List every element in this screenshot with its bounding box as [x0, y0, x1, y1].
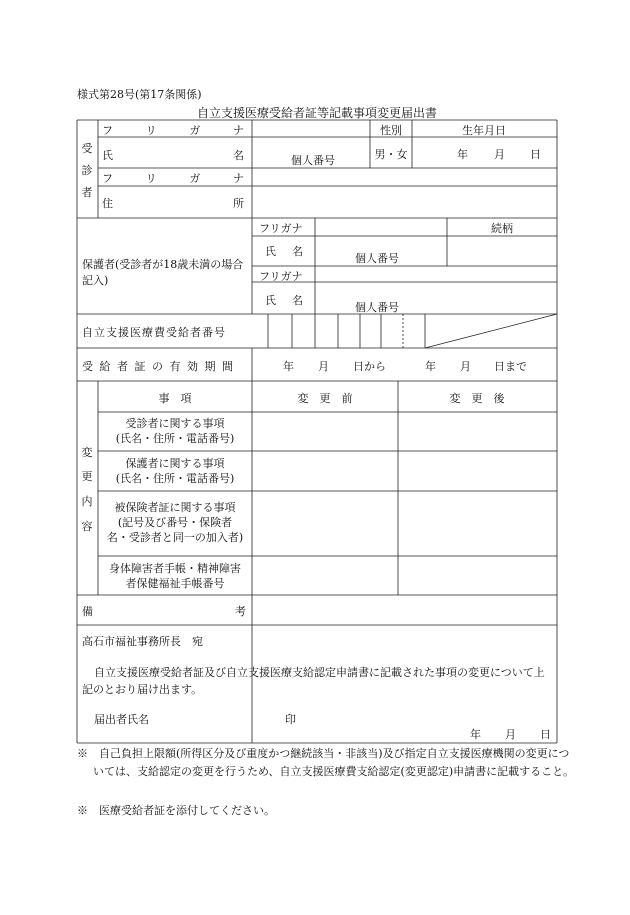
birth-month: 月: [494, 148, 505, 161]
change-item-guardian: 保護者に関する事項 (氏名・住所・電話番号): [115, 457, 235, 485]
guardian-name-label-1: 氏 名: [265, 245, 303, 258]
birth-header: 生年月日: [462, 124, 506, 137]
note-1: ※ 自己負担上限額(所得区分及び重度かつ継続該当・非該当)及び指定自立支援医療機関の変更については、支給認定の変更を行うため、自立支援医療費支給認定(変更認定)申請書に記載すること。: [77, 747, 575, 778]
validity-to-month: 月: [460, 360, 471, 373]
change-item-patient: 受診者に関する事項 (氏名・住所・電話番号): [115, 417, 235, 445]
guardian-furigana-2: フリガナ: [259, 270, 303, 283]
gender-options: 男・女: [374, 148, 408, 161]
changes-label-1: 変: [81, 446, 93, 459]
date-day: 日: [540, 728, 551, 741]
validity-label: 受 給 者 証 の 有 効 期 間: [82, 360, 235, 373]
validity-to-year: 年: [425, 360, 436, 373]
gender-header: 性別: [380, 124, 402, 137]
patient-label-2: 診: [81, 164, 93, 177]
change-item-insurance: 被保険者証に関する事項 (記号及び番号・保険者 名・受診者と同一の加入者): [106, 501, 244, 544]
patient-label-3: 者: [81, 186, 93, 199]
patient-address-label: 住 所: [102, 197, 244, 210]
changes-header-after: 変 更 後: [449, 392, 505, 405]
validity-from-year: 年: [283, 360, 294, 373]
page-title: 自立支援医療受給者証等記載事項変更届出書: [196, 106, 438, 120]
birth-day: 日: [530, 148, 541, 161]
date-year: 年: [470, 728, 481, 741]
changes-header-item: 事 項: [158, 392, 192, 405]
guardian-name-label-2: 氏 名: [265, 294, 303, 307]
changes-label-4: 容: [81, 520, 93, 533]
change-item-handbook: 身体障害者手帳・精神障害 者保健福祉手帳番号: [109, 562, 241, 590]
note-2: ※ 医療受給者証を添付してください。: [77, 804, 275, 817]
filer-label: 届出者氏名: [94, 713, 149, 726]
guardian-personal-number-2: 個人番号: [355, 301, 399, 314]
remarks-label: 備 考: [82, 605, 246, 618]
changes-label-2: 更: [81, 470, 93, 483]
form-number: 様式第28号(第17条関係): [77, 88, 202, 101]
addressee: 高石市福祉事務所長 宛: [82, 635, 203, 648]
patient-personal-number-label: 個人番号: [291, 154, 335, 167]
statement: 自立支援医療受給者証及び自立支援医療支給認定申請書に記載された事項の変更について上記のとおり届け出ます。: [82, 666, 545, 696]
seal-mark: 印: [285, 713, 296, 726]
validity-from-day: 日から: [353, 360, 386, 373]
validity-from-month: 月: [318, 360, 329, 373]
date-month: 月: [505, 728, 516, 741]
patient-furigana-label-2: フ リ ガ ナ: [102, 172, 244, 185]
guardian-relation: 続柄: [491, 222, 513, 235]
patient-label-1: 受: [81, 142, 93, 155]
validity-to-day: 日まで: [494, 360, 527, 373]
birth-year: 年: [457, 148, 468, 161]
patient-furigana-label: フ リ ガ ナ: [102, 124, 244, 137]
guardian-label: 保護者(受診者が18歳未満の場合記入): [82, 258, 244, 287]
guardian-furigana-1: フリガナ: [259, 222, 303, 235]
recipient-number-label: 自立支援医療費受給者番号: [82, 326, 226, 339]
changes-header-before: 変 更 前: [297, 392, 353, 405]
guardian-personal-number-1: 個人番号: [355, 252, 399, 265]
patient-name-label: 氏 名: [102, 149, 244, 162]
changes-label-3: 内: [81, 495, 93, 508]
